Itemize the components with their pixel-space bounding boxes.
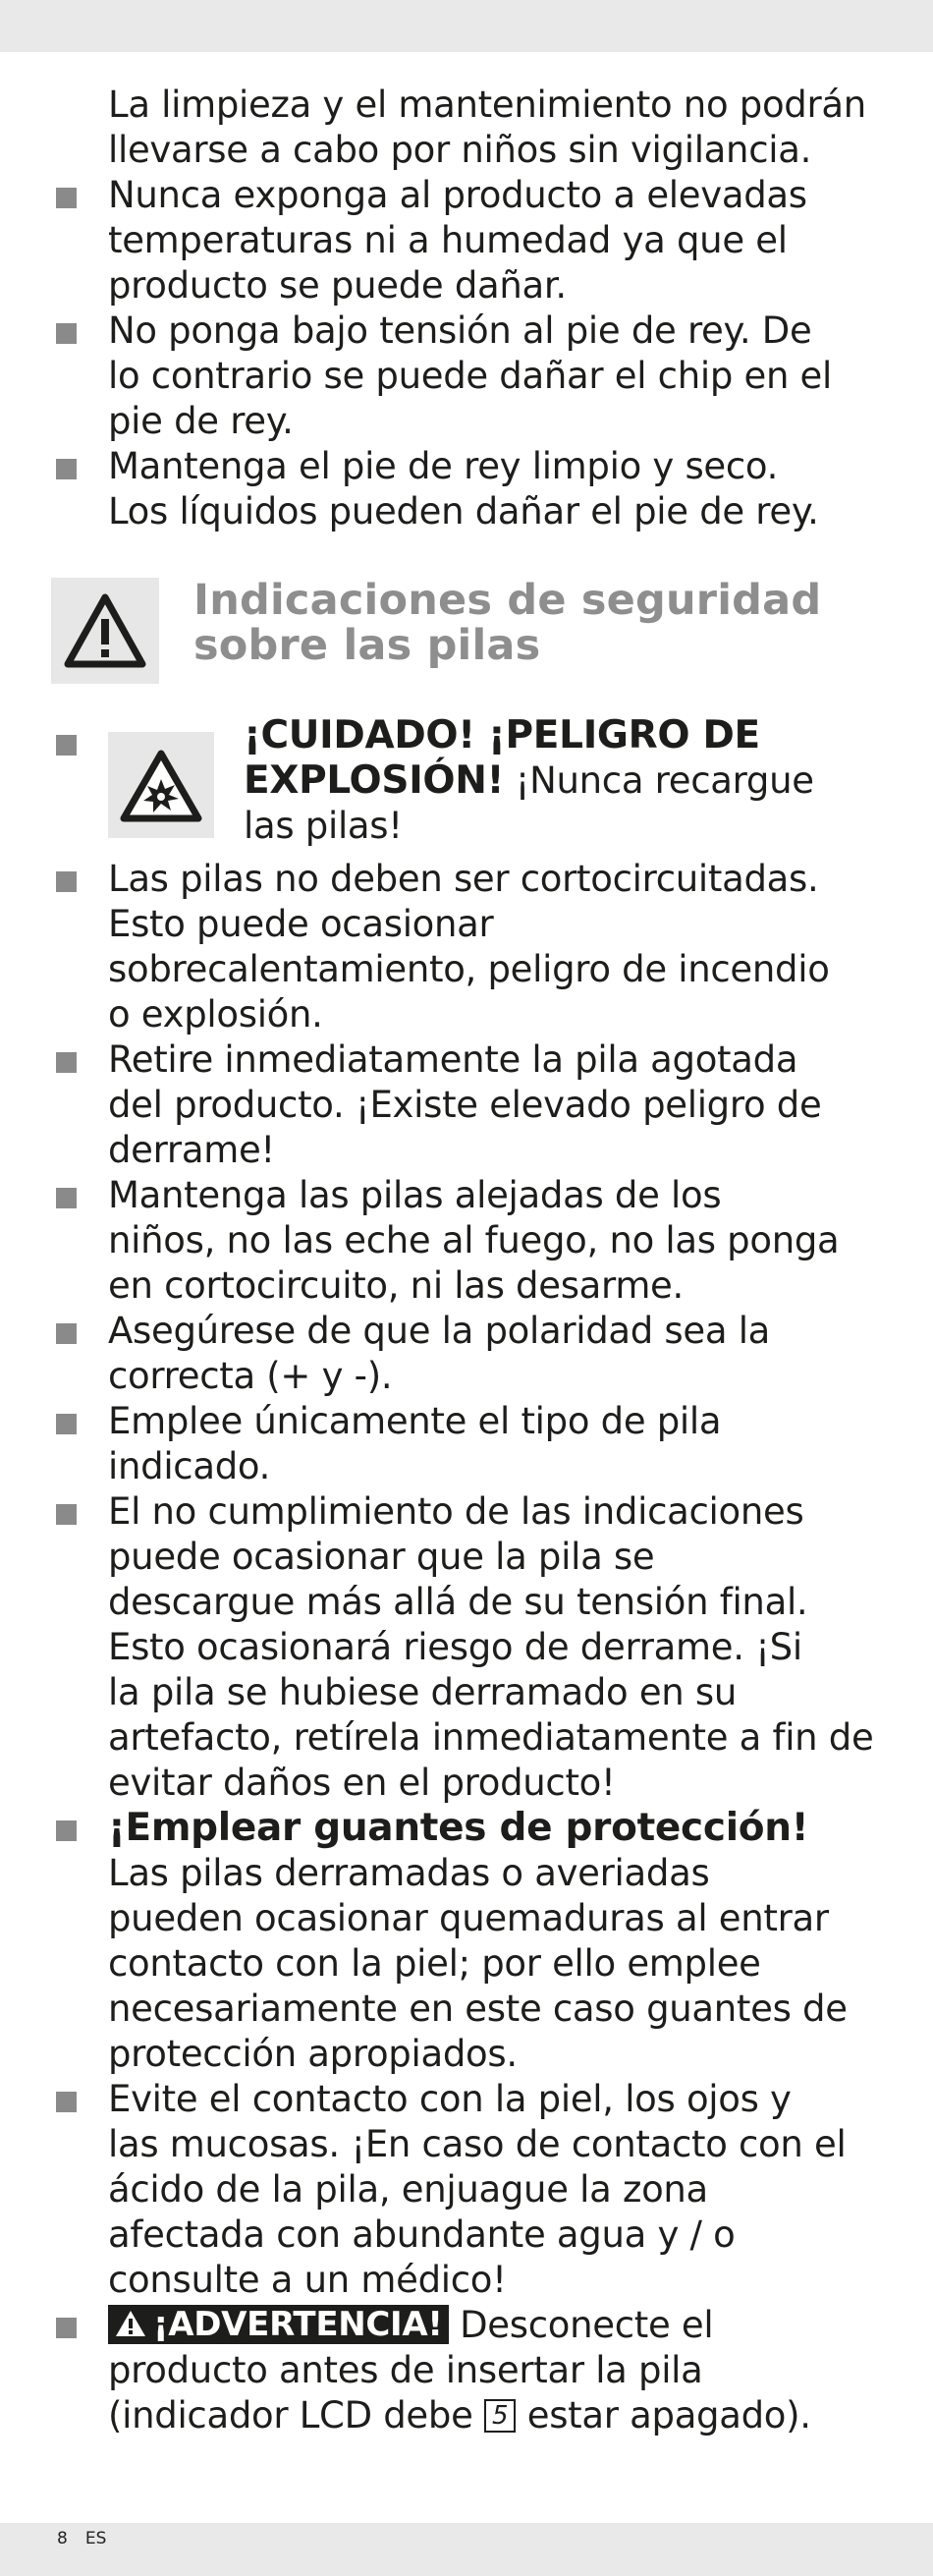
bullet-marker [56, 1820, 77, 1841]
explosion-hazard-svg [108, 732, 214, 838]
list-item [108, 1806, 894, 2077]
bullet-marker [56, 459, 77, 479]
text-line: contacto con la piel; por ello emplee [108, 1942, 761, 1985]
bullet-marker [56, 2318, 77, 2338]
text-line: Desconecte el [460, 2304, 714, 2346]
list-item [108, 2077, 894, 2303]
text-line: Esto ocasionará riesgo de derrame. ¡Si [108, 1626, 802, 1668]
gloves-heading: ¡Emplear guantes de protección! [108, 1806, 809, 1850]
text-line: descargue más allá de su tensión final. [108, 1581, 808, 1623]
bullet-marker [56, 1414, 77, 1434]
caution-text [244, 713, 902, 849]
footer-band [0, 2523, 933, 2576]
caution-heading: EXPLOSIÓN! [244, 758, 505, 803]
text-line: (indicador LCD debe [108, 2394, 473, 2436]
reference-number-box: 5 [484, 2399, 516, 2433]
text-line: Las pilas derramadas o averiadas [108, 1852, 710, 1894]
text-line: estar apagado). [526, 2394, 811, 2436]
warning-triangle-icon [51, 578, 159, 684]
bullet-marker [56, 871, 77, 892]
text-line: del producto. ¡Existe elevado peligro de [108, 1084, 822, 1126]
text-line: derrame! [108, 1129, 275, 1171]
text-line: producto se puede dañar. [108, 264, 567, 307]
text-line: pie de rey. [108, 400, 294, 442]
text-line: las mucosas. ¡En caso de contacto con el [108, 2123, 847, 2165]
text-line: pueden ocasionar quemaduras al entrar [108, 1897, 829, 1939]
text-line: No ponga bajo tensión al pie de rey. De [108, 309, 812, 352]
warning-badge [108, 2305, 449, 2344]
bullet-marker [56, 2092, 77, 2112]
list-item [108, 308, 894, 444]
text-line: lo contrario se puede dañar el chip en el [108, 355, 833, 397]
text-line: llevarse a cabo por niños sin vigilancia. [108, 129, 812, 171]
text-line: ¡Nunca recargue [515, 759, 814, 802]
text-line: correcta (+ y -). [108, 1355, 393, 1397]
text-line: niños, no las eche al fuego, no las ponga [108, 1219, 840, 1261]
text-line: sobrecalentamiento, peligro de incendio [108, 948, 830, 990]
text-line: Mantenga el pie de rey limpio y seco. [108, 445, 779, 487]
text-line: Evite el contacto con la piel, los ojos y [108, 2078, 792, 2120]
bullet-marker [56, 1504, 77, 1525]
list-item [108, 173, 894, 308]
text-line: La limpieza y el mantenimiento no podrán [108, 84, 866, 126]
intro-paragraph [108, 83, 894, 173]
top-band [0, 0, 933, 52]
text-line: puede ocasionar que la pila se [108, 1536, 655, 1578]
list-item [108, 1399, 894, 1489]
text-line: temperaturas ni a humedad ya que el [108, 219, 788, 261]
text-line: artefacto, retírela inmediatamente a fin de [108, 1716, 874, 1759]
warning-triangle-icon [114, 2308, 147, 2339]
bullet-marker [56, 188, 77, 208]
page-number: 8 [57, 2529, 68, 2548]
text-line: consulte a un médico! [108, 2259, 507, 2301]
list-item [108, 1309, 894, 1399]
language-code: ES [84, 2529, 107, 2548]
text-line: Mantenga las pilas alejadas de los [108, 1174, 722, 1216]
explosion-hazard-icon [108, 732, 214, 838]
text-line: Las pilas no deben ser cortocircuitadas. [108, 858, 819, 900]
text-line: las pilas! [244, 805, 403, 847]
section-heading [193, 578, 901, 668]
bullet-marker [56, 735, 77, 756]
text-line: Los líquidos pueden dañar el pie de rey. [108, 490, 819, 532]
text-line: Asegúrese de que la polaridad sea la [108, 1310, 771, 1352]
text-line: indicado. [108, 1445, 271, 1487]
text-line: ácido de la pila, enjuague la zona [108, 2168, 708, 2211]
bullet-marker [56, 1052, 77, 1073]
text-line: producto antes de insertar la pila [108, 2349, 703, 2391]
text-line: Retire inmediatamente la pila agotada [108, 1038, 798, 1081]
text-line: Nunca exponga al producto a elevadas [108, 174, 807, 216]
text-line: evitar daños en el producto! [108, 1762, 616, 1804]
list-item [108, 1489, 894, 1806]
text-line: El no cumplimiento de las indicaciones [108, 1490, 804, 1533]
text-line: la pila se hubiese derramado en su [108, 1671, 738, 1713]
list-item [108, 1173, 894, 1309]
list-item [108, 857, 894, 1037]
heading-line: sobre las pilas [193, 621, 541, 670]
bullet-marker [56, 323, 77, 344]
text-line: o explosión. [108, 993, 323, 1036]
list-item [108, 2303, 894, 2438]
text-line: en cortocircuito, ni las desarme. [108, 1264, 684, 1307]
warning-triangle-svg [51, 578, 159, 684]
text-line: Emplee únicamente el tipo de pila [108, 1400, 722, 1442]
bullet-marker [56, 1188, 77, 1208]
text-line: afectada con abundante agua y / o [108, 2213, 736, 2256]
caution-heading: ¡CUIDADO! ¡PELIGRO DE [244, 713, 760, 757]
warning-badge-label: ¡ADVERTENCIA! [153, 2305, 443, 2344]
list-item [108, 444, 894, 534]
text-line: necesariamente en este caso guantes de [108, 1988, 848, 2030]
list-item [108, 1037, 894, 1173]
page-footer [57, 2527, 124, 2550]
text-line: Esto puede ocasionar [108, 903, 494, 945]
heading-line: Indicaciones de seguridad [193, 576, 822, 625]
bullet-marker [56, 1323, 77, 1344]
text-line: protección apropiados. [108, 2033, 518, 2075]
